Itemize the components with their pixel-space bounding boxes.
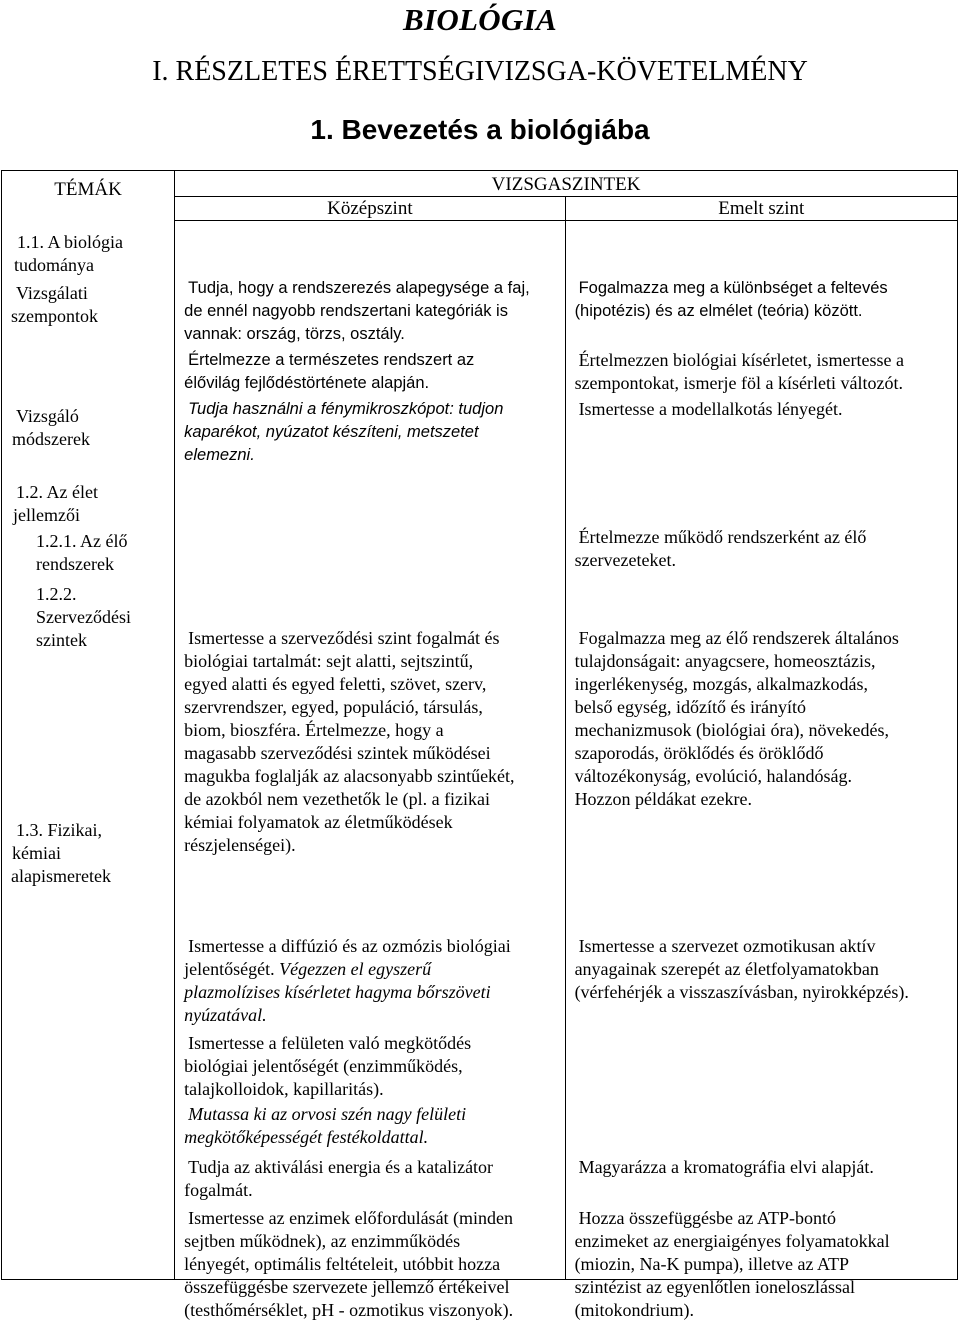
- mid-text-line: kémiai folyamatok az életműködések: [184, 812, 453, 832]
- topics-column: [2, 171, 175, 1280]
- mid-level-header-cell: [175, 197, 565, 221]
- emelt-text-line: Hozza összefüggésbe az ATP-bontó: [578, 1208, 836, 1228]
- mid-text-line: plazmolízises kísérletet hagyma bőrszöveti: [184, 982, 491, 1002]
- mid-text-line: megkötőképességét festékoldattal.: [184, 1127, 429, 1147]
- emelt-text-line: Ismertesse a szervezet ozmotikusan aktív: [578, 936, 876, 956]
- mid-text-line: Ismertesse az enzimek előfordulását (minden: [188, 1208, 514, 1228]
- emelt-text-line: (hipotézis) és az elmélet (teória) között.: [574, 302, 863, 320]
- emelt-level-header-cell: [565, 197, 957, 221]
- document-title: BIOLÓGIA: [403, 2, 557, 37]
- mid-text-line: Tudja használni a fénymikroszkópot: tudjon: [188, 400, 504, 418]
- topic-1-2-1-cont: rendszerek: [36, 554, 114, 574]
- emelt-text-line: Hozzon példákat ezekre.: [574, 789, 752, 809]
- mid-text-line: biológiai jelentőségét (enzimműködés,: [184, 1056, 463, 1076]
- mid-text-line: de azokból nem vezethetők le (pl. a fizikai: [184, 789, 491, 809]
- mid-text-line: magukba foglalják az alacsonyabb szintűekét,: [184, 766, 515, 786]
- requirements-table: [1, 170, 958, 1320]
- topic-1-3-cont2: alapismeretek: [11, 866, 111, 886]
- mid-text-line: (testhőmérséklet, pH - ozmotikus viszonyok).: [184, 1300, 514, 1320]
- mid-level-header: Középszint: [327, 198, 413, 219]
- emelt-text-line: Értelmezze működő rendszerként az élő: [578, 527, 867, 547]
- mid-text-line: egyed alatti és egyed feletti, szövet, szerv,: [184, 674, 487, 694]
- mid-text-line: de ennél nagyobb rendszertani kategóriák is: [184, 302, 508, 320]
- mid-text-line: Tudja, hogy a rendszerezés alapegysége a faj,: [188, 279, 530, 297]
- emelt-text-line: (mitokondrium).: [574, 1300, 695, 1320]
- mid-text-line: kaparékot, nyúzatot készíteni, metszetet: [184, 423, 479, 441]
- topic-1-2-2: 1.2.2.: [36, 584, 77, 604]
- mid-text-segment: jelentőségét.: [184, 959, 280, 979]
- emelt-text-line: Fogalmazza meg a különbséget a feltevés: [578, 279, 888, 297]
- section-title: 1. Bevezetés a biológiába: [310, 114, 650, 145]
- emelt-text-line: Magyarázza a kromatográfia elvi alapját.: [578, 1157, 874, 1177]
- emelt-text-line: enzimeket az energiaigényes folyamatokkal: [574, 1231, 890, 1251]
- topic-1-1: 1.1. A biológia: [17, 232, 124, 252]
- mid-text-line: Ismertesse a felületen való megkötődés: [188, 1033, 472, 1053]
- mid-text-line: talajkolloidok, kapillaritás).: [184, 1079, 384, 1099]
- emelt-text-line: mechanizmusok (biológiai óra), növekedés,: [574, 720, 889, 740]
- topic-1-2-2-cont: Szerveződési: [36, 607, 131, 627]
- mid-text-segment-italic: Végezzen el egyszerű: [279, 959, 432, 979]
- emelt-text-line: anyagainak szerepét az életfolyamatokban: [574, 959, 879, 979]
- topic-vizsgalati-cont: szempontok: [11, 306, 98, 326]
- emelt-text-line: (miozin, Na-K pumpa), illetve az ATP: [574, 1254, 849, 1274]
- emelt-text-line: ingerlékenység, mozgás, alkalmazkodás,: [574, 674, 868, 694]
- mid-text-line: élővilág fejlődéstörténete alapján.: [184, 374, 430, 392]
- emelt-text-line: szervezeteket.: [574, 550, 676, 570]
- mid-text-line: nyúzatával.: [184, 1005, 267, 1025]
- emelt-text-line: szaporodás, öröklődés és öröklődő: [574, 743, 824, 763]
- topic-1-3-cont: kémiai: [12, 843, 61, 863]
- emelt-level-header: Emelt szint: [718, 198, 805, 219]
- emelt-text-line: Értelmezzen biológiai kísérletet, ismertesse a: [578, 350, 904, 370]
- mid-text-line: Tudja az aktiválási energia és a katalizátor: [188, 1157, 494, 1177]
- emelt-text-line: tulajdonságait: anyagcsere, homeosztázis,: [574, 651, 876, 671]
- mid-text-line: biom, bioszféra. Értelmezze, hogy a: [184, 720, 444, 740]
- mid-text-line: Értelmezze a természetes rendszert az: [188, 351, 475, 369]
- mid-text-line: Ismertesse a szerveződési szint fogalmát és: [188, 628, 500, 648]
- topic-1-2: 1.2. Az élet: [16, 482, 98, 502]
- topic-vizsgalo: Vizsgáló: [16, 406, 79, 426]
- mid-text-line: vannak: ország, törzs, osztály.: [184, 325, 405, 343]
- emelt-text-line: Ismertesse a modellalkotás lényegét.: [578, 399, 843, 419]
- topic-vizsgalo-cont: módszerek: [12, 429, 90, 449]
- mid-text-line: lényegét, optimális feltételeit, utóbbit hozza: [184, 1254, 501, 1274]
- mid-level-column: [175, 221, 565, 1320]
- emelt-text-line: változékonyság, evolúció, halandóság.: [574, 766, 852, 786]
- mid-text-line: elemezni.: [184, 446, 255, 464]
- mid-text-line: Mutassa ki az orvosi szén nagy felületi: [188, 1104, 467, 1124]
- mid-text-line: részjelenségei).: [184, 835, 296, 855]
- emelt-text-line: Fogalmazza meg az élő rendszerek általános: [578, 628, 899, 648]
- mid-text-line: biológiai tartalmát: sejt alatti, sejtszintű,: [184, 651, 474, 671]
- topic-1-2-1: 1.2.1. Az élő: [36, 531, 128, 551]
- mid-text-line: [184, 958, 431, 981]
- topic-1-2-cont: jellemzői: [13, 505, 80, 525]
- mid-text-line: összefüggésbe szervezete jellemző értékeivel: [184, 1277, 510, 1297]
- levels-header-text: VIZSGASZINTEK: [491, 174, 641, 195]
- levels-header: [175, 171, 958, 197]
- emelt-text-line: (vérfehérjék a visszaszívásban, nyirokképzés).: [574, 982, 909, 1002]
- mid-text-line: Ismertesse a diffúzió és az ozmózis biológiai: [188, 936, 511, 956]
- topic-vizsgalati: Vizsgálati: [16, 283, 88, 303]
- document-subtitle: I. RÉSZLETES ÉRETTSÉGIVIZSGA-KÖVETELMÉNY: [152, 56, 808, 87]
- topic-1-1-cont: tudománya: [14, 255, 94, 275]
- topic-1-3: 1.3. Fizikai,: [16, 820, 102, 840]
- mid-text-line: szervrendszer, egyed, populáció, társulás,: [184, 697, 483, 717]
- emelt-text-line: szempontokat, ismerje föl a kísérleti változót.: [574, 373, 903, 393]
- mid-text-line: magasabb szerveződési szintek működései: [184, 743, 491, 763]
- topics-header: TÉMÁK: [54, 179, 122, 200]
- mid-text-line: fogalmát.: [184, 1180, 253, 1200]
- emelt-text-line: belső egység, időzítő és irányító: [574, 697, 807, 717]
- mid-text-line: sejtben működnek), az enzimműködés: [184, 1231, 461, 1251]
- emelt-level-column: [565, 221, 957, 1320]
- emelt-text-line: szintézist az egyenlőtlen ioneloszlással: [574, 1277, 855, 1297]
- topic-1-2-2-cont2: szintek: [36, 630, 87, 650]
